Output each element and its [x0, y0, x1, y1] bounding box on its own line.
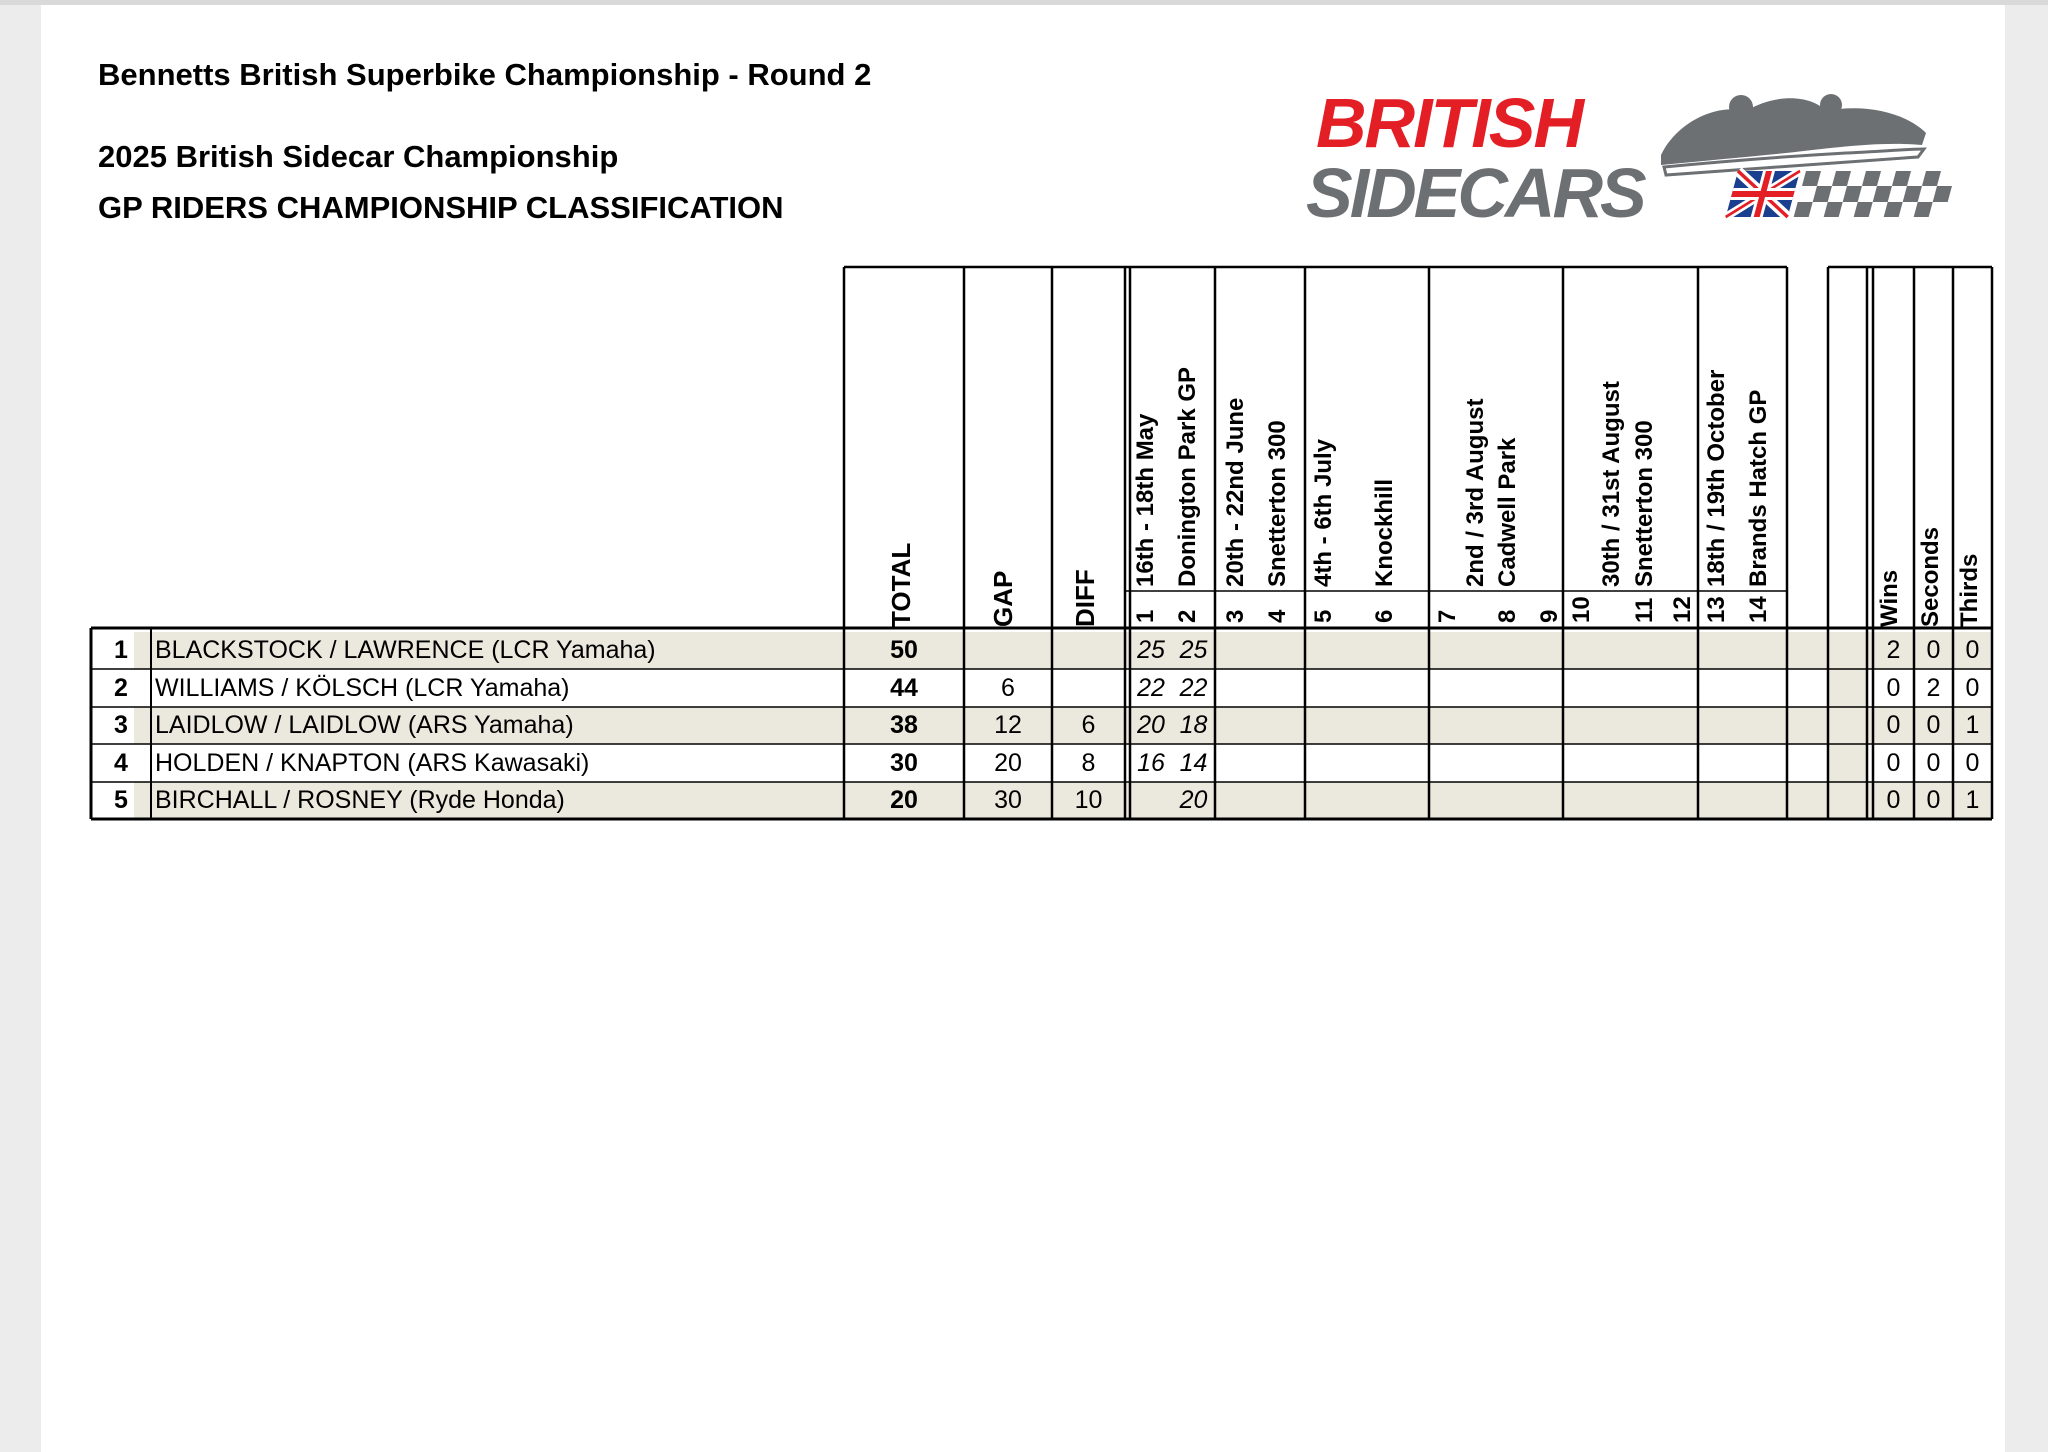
thirds-count: 0 — [1965, 749, 1980, 777]
thirds-count: 0 — [1965, 636, 1980, 664]
seconds-count: 0 — [1926, 711, 1941, 739]
total-points: 50 — [890, 636, 918, 664]
total-points: 30 — [890, 749, 918, 777]
round3-dates: 4th - 6th July — [1310, 438, 1337, 587]
race-number-4: 4 — [1264, 609, 1291, 623]
wins-count: 0 — [1886, 711, 1901, 739]
total-points: 44 — [890, 674, 918, 702]
race2-points: 14 — [1179, 749, 1208, 777]
wins-count: 0 — [1886, 786, 1901, 814]
race1-points: 22 — [1137, 674, 1165, 702]
header-diff: DIFF — [1070, 569, 1100, 627]
round2-dates: 20th - 22nd June — [1222, 397, 1249, 587]
header-thirds: Thirds — [1956, 553, 1983, 627]
seconds-count: 2 — [1926, 674, 1941, 702]
gap-value: 20 — [994, 749, 1022, 777]
race1-points: 16 — [1137, 749, 1165, 777]
header-total: TOTAL — [886, 542, 916, 627]
race-number-9: 9 — [1536, 609, 1563, 623]
total-points: 20 — [890, 786, 918, 814]
round4-venue: Cadwell Park — [1494, 437, 1521, 587]
position: 3 — [114, 711, 128, 739]
race2-points: 22 — [1179, 674, 1208, 702]
gap-value: 6 — [1001, 674, 1015, 702]
rider-names: BIRCHALL / ROSNEY (Ryde Honda) — [155, 786, 565, 814]
diff-value: 6 — [1081, 711, 1096, 739]
gap-value: 12 — [994, 711, 1022, 739]
race2-points: 25 — [1179, 636, 1208, 664]
race-number-6: 6 — [1371, 609, 1398, 623]
round5-dates: 30th / 31st August — [1598, 381, 1625, 587]
logo-word-sidecars: SIDECARS — [1306, 154, 1644, 232]
rider-names: BLACKSTOCK / LAWRENCE (LCR Yamaha) — [155, 636, 656, 664]
gap-value: 30 — [994, 786, 1022, 814]
header-seconds: Seconds — [1917, 526, 1944, 627]
logo-word-british: BRITISH — [1316, 84, 1582, 162]
wins-count: 2 — [1886, 636, 1901, 664]
race2-points: 20 — [1179, 786, 1208, 814]
position: 5 — [114, 786, 128, 814]
race-number-11: 11 — [1631, 597, 1658, 623]
position: 4 — [114, 749, 128, 777]
round3-venue: Knockhill — [1371, 478, 1398, 587]
race-number-13: 13 — [1703, 596, 1730, 623]
position: 2 — [114, 674, 128, 702]
race1-points: 25 — [1137, 636, 1165, 664]
seconds-count: 0 — [1926, 749, 1941, 777]
wins-count: 0 — [1886, 674, 1901, 702]
race-number-12: 12 — [1669, 596, 1696, 623]
document-page — [41, 5, 2005, 1452]
race2-points: 18 — [1179, 711, 1208, 739]
round1-dates: 16th - 18th May — [1132, 413, 1159, 587]
race-number-7: 7 — [1434, 609, 1461, 623]
round6-dates: 18th / 19th October — [1703, 369, 1730, 587]
rider-names: WILLIAMS / KÖLSCH (LCR Yamaha) — [155, 674, 570, 702]
round5-venue: Snetterton 300 — [1631, 420, 1658, 587]
diff-value: 10 — [1074, 786, 1103, 814]
thirds-count: 1 — [1965, 711, 1980, 739]
race-number-2: 2 — [1174, 609, 1201, 623]
round1-venue: Donington Park GP — [1174, 366, 1201, 587]
race1-points: 20 — [1137, 711, 1165, 739]
race-number-14: 14 — [1745, 596, 1772, 623]
race-number-8: 8 — [1494, 609, 1521, 623]
thirds-count: 1 — [1965, 786, 1980, 814]
race-number-5: 5 — [1310, 609, 1337, 623]
header-gap: GAP — [988, 570, 1018, 627]
classification-title: GP RIDERS CHAMPIONSHIP CLASSIFICATION — [98, 190, 784, 225]
header-wins: Wins — [1876, 569, 1903, 627]
event-title: Bennetts British Superbike Championship - Round 2 — [98, 57, 872, 92]
total-points: 38 — [890, 711, 918, 739]
race-number-10: 10 — [1568, 596, 1595, 623]
championship-title: 2025 British Sidecar Championship — [98, 139, 619, 174]
rider-names: LAIDLOW / LAIDLOW (ARS Yamaha) — [155, 711, 574, 739]
thirds-count: 0 — [1965, 674, 1980, 702]
seconds-count: 0 — [1926, 636, 1941, 664]
race-number-1: 1 — [1132, 609, 1159, 623]
rider-names: HOLDEN / KNAPTON (ARS Kawasaki) — [155, 749, 590, 777]
seconds-count: 0 — [1926, 786, 1941, 814]
round2-venue: Snetterton 300 — [1264, 420, 1291, 587]
round4-dates: 2nd / 3rd August — [1462, 398, 1489, 587]
diff-value: 8 — [1081, 749, 1096, 777]
race-number-3: 3 — [1222, 609, 1249, 623]
wins-count: 0 — [1886, 749, 1901, 777]
position: 1 — [114, 636, 128, 664]
round6-venue: Brands Hatch GP — [1745, 389, 1772, 587]
